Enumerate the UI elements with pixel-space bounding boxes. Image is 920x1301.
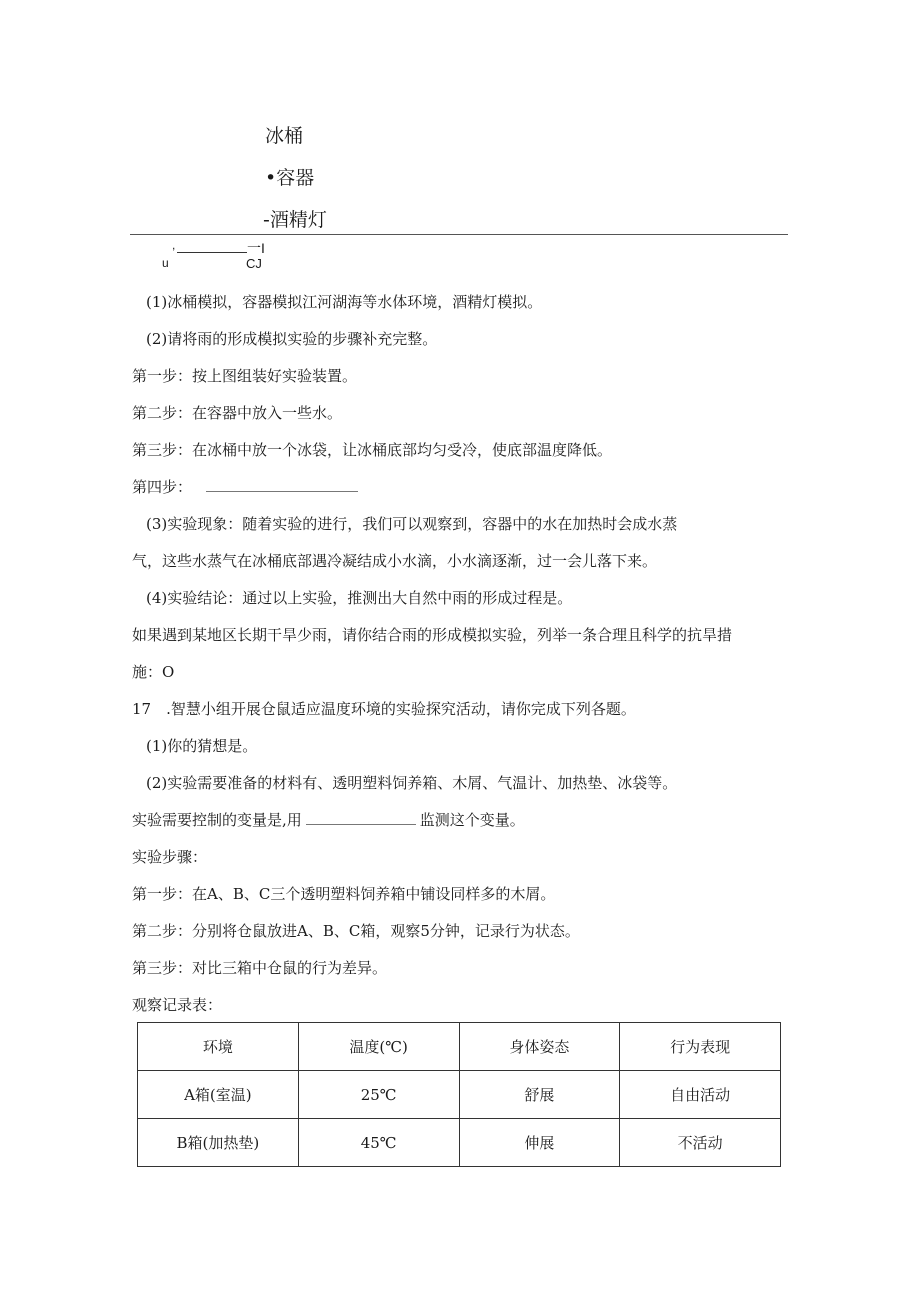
q16-step4 — [132, 477, 358, 497]
table-cell: A箱(室温) — [138, 1071, 299, 1119]
table-cell: 45℃ — [298, 1119, 459, 1167]
q16-step4-label: 第四步： — [132, 478, 193, 496]
q17-table-title: 观察记录表： — [132, 996, 223, 1014]
table-cell: B箱(加热垫) — [138, 1119, 299, 1167]
q16-step4-answer-blank[interactable] — [206, 491, 358, 492]
diagram-fragment-cj: CJ — [246, 256, 262, 271]
q17-step3: 第三步：对比三箱中仓鼠的行为差异。 — [132, 959, 388, 977]
observation-table — [137, 1022, 781, 1167]
q17-variable-answer-blank[interactable] — [306, 824, 416, 825]
diagram-fragment-line — [177, 252, 247, 253]
table-cell: 25℃ — [298, 1071, 459, 1119]
table-header-row — [138, 1023, 781, 1071]
table-cell: 自由活动 — [620, 1071, 781, 1119]
table-row — [138, 1071, 781, 1119]
q17-part2: (2)实验需要准备的材料有、透明塑料饲养箱、木屑、气温计、加热垫、冰袋等。 — [146, 774, 678, 792]
q17-title: 17 .智慧小组开展仓鼠适应温度环境的实验探究活动，请你完成下列各题。 — [132, 700, 636, 718]
diagram-label-ice-bucket: 冰桶 — [265, 125, 304, 147]
q17-part1: (1)你的猜想是。 — [146, 737, 258, 755]
q16-part3-line2: 气，这些水蒸气在冰桶底部遇冷凝结成小水滴，小水滴逐渐，过一会儿落下来。 — [132, 552, 658, 570]
diagram-label-alcohol-lamp: -酒精灯 — [263, 209, 327, 231]
table-cell: 不活动 — [620, 1119, 781, 1167]
q17-steps-title: 实验步骤： — [132, 848, 208, 866]
table-row — [138, 1119, 781, 1167]
q17-variable-line — [132, 810, 525, 830]
q16-part3-line1: (3)实验现象：随着实验的进行，我们可以观察到，容器中的水在加热时会成水蒸 — [146, 515, 678, 533]
diagram-base-line — [130, 234, 788, 235]
table-header-environment: 环境 — [138, 1023, 299, 1071]
q16-part1: (1)冰桶模拟，容器模拟江河湖海等水体环境，酒精灯模拟。 — [146, 293, 543, 311]
table-header-behavior: 行为表现 — [620, 1023, 781, 1071]
diagram-fragment-comma: , — [172, 238, 176, 252]
q16-part5-line2: 施：O — [132, 663, 175, 681]
q16-part5-line1: 如果遇到某地区长期干旱少雨，请你结合雨的形成模拟实验，列举一条合理且科学的抗旱措 — [132, 626, 733, 644]
diagram-fragment-u: u — [162, 256, 169, 270]
q17-step2: 第二步：分别将仓鼠放进A、B、C箱，观察5分钟，记录行为状态。 — [132, 922, 580, 940]
diagram-fragment-mark: 一I — [247, 240, 265, 256]
q16-step1: 第一步：按上图组装好实验装置。 — [132, 367, 358, 385]
q16-part2: (2)请将雨的形成模拟实验的步骤补充完整。 — [146, 330, 438, 348]
table-cell: 舒展 — [459, 1071, 620, 1119]
table-cell: 伸展 — [459, 1119, 620, 1167]
diagram-label-container: •容器 — [265, 167, 315, 189]
q17-step1: 第一步：在A、B、C三个透明塑料饲养箱中铺设同样多的木屑。 — [132, 885, 556, 903]
q17-variable-text-b: 监测这个变量。 — [419, 811, 525, 829]
q16-part4: (4)实验结论：通过以上实验，推测出大自然中雨的形成过程是。 — [146, 589, 573, 607]
q16-step2: 第二步：在容器中放入一些水。 — [132, 404, 343, 422]
q17-variable-text-a: 实验需要控制的变量是,用 — [132, 811, 302, 829]
table-header-temperature: 温度(℃) — [298, 1023, 459, 1071]
q16-step3: 第三步：在冰桶中放一个冰袋，让冰桶底部均匀受冷，使底部温度降低。 — [132, 441, 613, 459]
table-header-posture: 身体姿态 — [459, 1023, 620, 1071]
